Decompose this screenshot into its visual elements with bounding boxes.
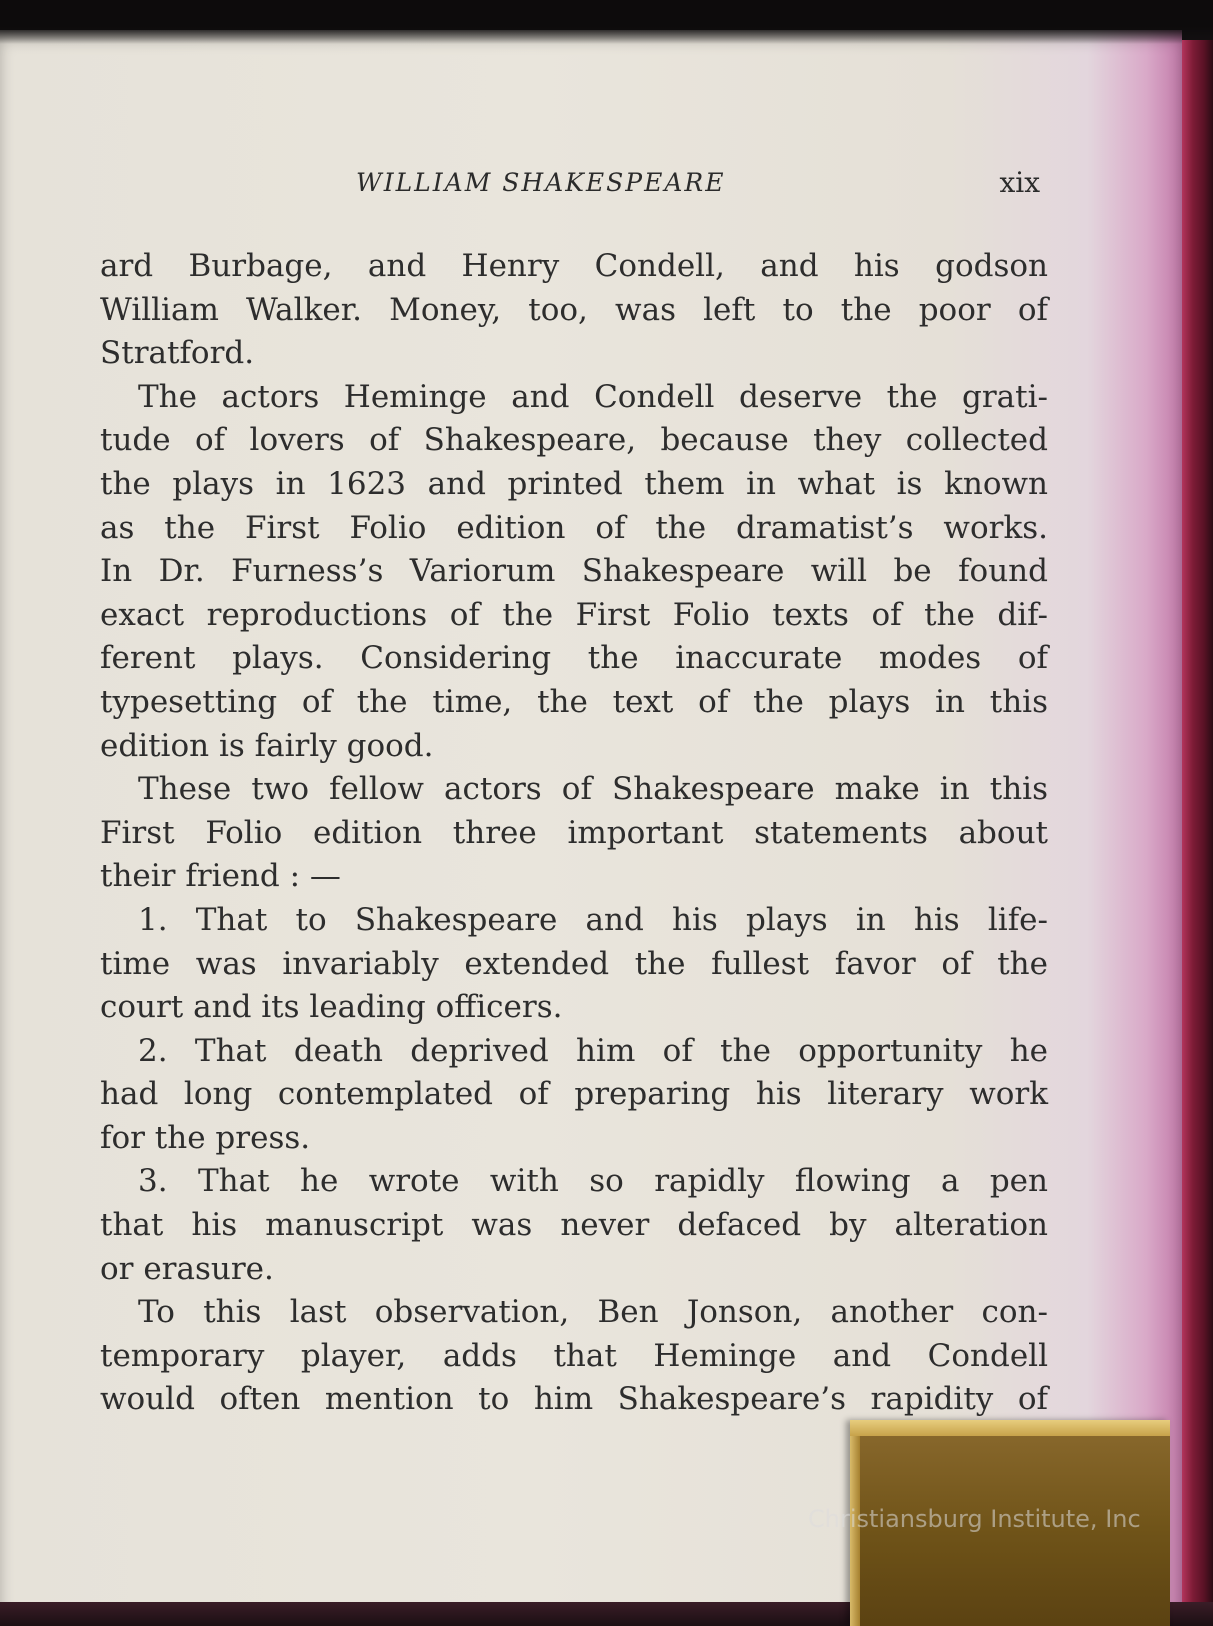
text-line: for the press. — [100, 1119, 311, 1156]
gold-block-top — [850, 1420, 1170, 1436]
text-line: typesetting of the time, the text of the plays in this — [100, 683, 1048, 720]
list-item-1-line: 1. That to Shakespeare and his plays in his life- — [138, 901, 1048, 938]
paragraph-start-line: To this last observation, Ben Jonson, another con- — [138, 1294, 1048, 1331]
text-line: that his manuscript was never defaced by alteration — [100, 1207, 1048, 1244]
text-line: ard Burbage, and Henry Condell, and his godson — [100, 248, 1048, 284]
text-line: temporary player, adds that Heminge and Condell — [100, 1337, 1048, 1374]
text-line: First Folio edition three important statements about — [100, 814, 1048, 851]
text-line: ferent plays. Considering the inaccurate modes of — [100, 640, 1048, 677]
body-text — [100, 245, 1048, 1422]
page-number: xix — [999, 166, 1040, 199]
paragraph-start-line: These two fellow actors of Shakespeare make in this — [138, 771, 1048, 808]
text-line: tude of lovers of Shakespeare, because they collected — [100, 422, 1048, 459]
list-item-2-line: 2. That death deprived him of the opportunity he — [138, 1032, 1048, 1069]
text-line: exact reproductions of the First Folio texts of the dif- — [100, 596, 1048, 633]
text-line: would often mention to him Shakespeare’s rapidity of — [100, 1381, 1048, 1418]
text-line: William Walker. Money, too, was left to the poor of — [100, 291, 1048, 328]
page-top-shadow — [0, 0, 1213, 44]
list-item-3-line: 3. That he wrote with so rapidly flowing a pen — [138, 1163, 1048, 1200]
watermark: Christiansburg Institute, Inc — [808, 1505, 1141, 1533]
page-header — [100, 168, 1050, 208]
text-line: as the First Folio edition of the dramatist’s works. — [100, 509, 1048, 546]
text-line: their friend : — — [100, 858, 341, 895]
book-spine — [1182, 40, 1213, 1626]
text-line: court and its leading officers. — [100, 989, 563, 1026]
text-line: or erasure. — [100, 1250, 274, 1287]
text-line: In Dr. Furness’s Variorum Shakespeare will be found — [100, 553, 1048, 590]
text-line: had long contemplated of preparing his literary work — [100, 1076, 1048, 1113]
text-line: the plays in 1623 and printed them in what is known — [100, 465, 1048, 502]
text-line: Stratford. — [100, 335, 255, 372]
text-line: edition is fairly good. — [100, 727, 434, 764]
running-title: WILLIAM SHAKESPEARE — [356, 168, 726, 197]
text-line: time was invariably extended the fullest favor of the — [100, 945, 1048, 982]
paragraph-start-line: The actors Heminge and Condell deserve the grati- — [138, 378, 1048, 415]
